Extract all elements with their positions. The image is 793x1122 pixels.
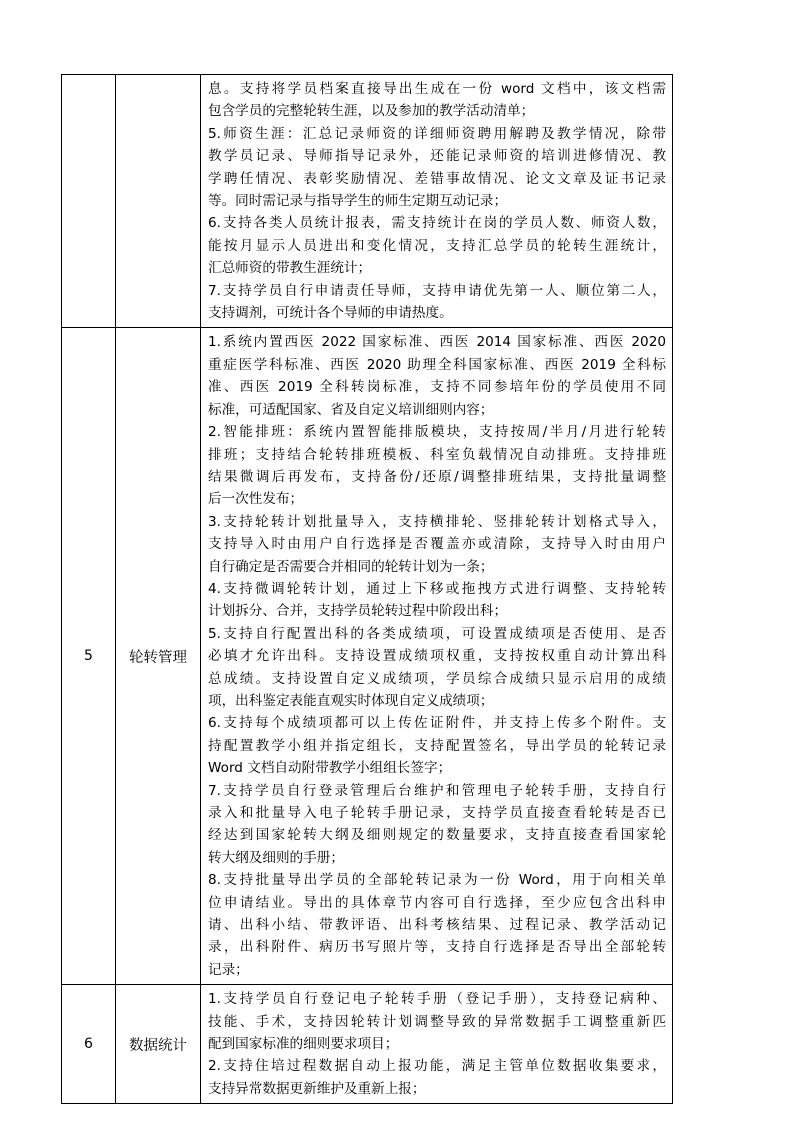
requirement-detail-cell bbox=[201, 328, 673, 985]
requirement-line: 5.支持自行配置出科的各类成绩项，可设置成绩项是否使用、是否 bbox=[208, 625, 666, 642]
requirement-line: 重症医学科标准、西医 2020 助理全科国家标准、西医 2019 全科标 bbox=[208, 356, 666, 373]
requirement-line: 录，出科附件、病历书写照片等，支持自行选择是否导出全部轮转 bbox=[208, 939, 666, 956]
requirement-line: 后一次性发布； bbox=[208, 491, 304, 508]
requirements-table bbox=[61, 74, 673, 1104]
module-name-cell: 轮转管理 bbox=[116, 328, 201, 985]
table-row bbox=[62, 75, 673, 328]
requirement-line: 必填才允许出科。支持设置成绩项权重，支持按权重自动计算出科 bbox=[208, 648, 666, 665]
requirement-line: 7.支持学员自行登录管理后台维护和管理电子轮转手册，支持自行 bbox=[208, 782, 666, 799]
requirement-line: 支持导入时由用户自行选择是否覆盖亦或清除，支持导入时由用户 bbox=[208, 536, 666, 553]
module-name-cell bbox=[116, 75, 201, 328]
requirement-line: 支持调剂，可统计各个导师的申请热度。 bbox=[208, 305, 453, 322]
requirement-line: 请、出科小结、带教评语、出科考核结果、过程记录、教学活动记 bbox=[208, 917, 666, 934]
requirement-line: 6.支持每个成绩项都可以上传佐证附件，并支持上传多个附件。支 bbox=[208, 715, 666, 732]
requirement-line: 自行确定是否需要合并相同的轮转计划为一条； bbox=[208, 558, 494, 575]
requirement-line: 教学员记录、导师指导记录外，还能记录师资的培训进修情况、教 bbox=[208, 148, 666, 165]
row-number-cell: 5 bbox=[62, 328, 116, 985]
requirement-line: 学聘任情况、表彰奖励情况、差错事故情况、论文文章及证书记录 bbox=[208, 170, 666, 187]
requirement-line: 6.支持各类人员统计报表，需支持统计在岗的学员人数、师资人数， bbox=[208, 215, 666, 232]
requirement-line: 3.支持轮转计划批量导入，支持横排轮、竖排轮转计划格式导入， bbox=[208, 513, 666, 530]
requirement-line: 2.支持住培过程数据自动上报功能，满足主管单位数据收集要求， bbox=[208, 1058, 666, 1075]
requirement-line: 标准，可适配国家、省及自定义培训细则内容； bbox=[208, 401, 494, 418]
row-number-cell bbox=[62, 75, 116, 328]
requirement-line: 配到国家标准的细则要求项目； bbox=[208, 1036, 399, 1053]
requirement-line: Word 文档自动附带教学小组组长签字； bbox=[208, 760, 452, 777]
requirement-line: 汇总师资的带教生涯统计； bbox=[208, 260, 372, 277]
requirement-line: 8.支持批量导出学员的全部轮转记录为一份 Word，用于向相关单 bbox=[208, 872, 666, 889]
requirement-line: 包含学员的完整轮转生涯，以及参加的教学活动清单； bbox=[208, 103, 535, 120]
requirement-detail-cell bbox=[201, 75, 673, 328]
requirement-line: 持配置教学小组并指定组长，支持配置签名，导出学员的轮转记录 bbox=[208, 737, 666, 754]
requirement-detail-cell bbox=[201, 985, 673, 1104]
requirement-line: 能按月显示人员进出和变化情况，支持汇总学员的轮转生涯统计， bbox=[208, 237, 666, 254]
requirement-line: 1.支持学员自行登记电子轮转手册（登记手册），支持登记病种、 bbox=[208, 991, 666, 1008]
requirement-line: 7.支持学员自行申请责任导师，支持申请优先第一人、顺位第二人， bbox=[208, 282, 666, 299]
requirement-line: 1.系统内置西医 2022 国家标准、西医 2014 国家标准、西医 2020 bbox=[208, 334, 666, 351]
requirement-line: 计划拆分、合并，支持学员轮转过程中阶段出科； bbox=[208, 603, 508, 620]
requirement-line: 4.支持微调轮转计划，通过上下移或拖拽方式进行调整、支持轮转 bbox=[208, 580, 666, 597]
requirement-line: 排班；支持结合轮转排班模板、科室负载情况自动排班。支持排班 bbox=[208, 446, 666, 463]
row-number-cell: 6 bbox=[62, 985, 116, 1104]
requirement-line: 经达到国家轮转大纲及细则规定的数量要求，支持直接查看国家轮 bbox=[208, 827, 666, 844]
requirement-line: 2.智能排班：系统内置智能排版模块，支持按周/半月/月进行轮转 bbox=[208, 424, 666, 441]
table-row bbox=[62, 328, 673, 985]
requirement-line: 总成绩。支持设置自定义成绩项，学员综合成绩只显示启用的成绩 bbox=[208, 670, 666, 687]
requirement-line: 录入和批量导入电子轮转手册记录，支持学员直接查看轮转是否已 bbox=[208, 805, 666, 821]
requirement-line: 支持异常数据更新维护及重新上报； bbox=[208, 1080, 426, 1097]
requirement-line: 结果微调后再发布，支持备份/还原/调整排班结果，支持批量调整 bbox=[208, 468, 666, 485]
requirement-line: 等。同时需记录与指导学生的师生定期互动记录； bbox=[208, 193, 508, 210]
requirement-line: 准、西医 2019 全科转岗标准，支持不同参培年份的学员使用不同 bbox=[208, 379, 666, 396]
requirement-line: 5.师资生涯：汇总记录师资的详细师资聘用解聘及教学情况，除带 bbox=[208, 125, 666, 142]
requirement-line: 记录； bbox=[208, 961, 249, 978]
table-row bbox=[62, 985, 673, 1104]
requirement-line: 转大纲及细则的手册； bbox=[208, 849, 344, 866]
requirement-line: 项，出科鉴定表能直观实时体现自定义成绩项； bbox=[208, 692, 494, 709]
requirement-line: 技能、手术，支持因轮转计划调整导致的异常数据手工调整重新匹 bbox=[208, 1013, 666, 1030]
requirement-line: 息。支持将学员档案直接导出生成在一份 word 文档中，该文档需 bbox=[208, 81, 666, 97]
requirement-line: 位申请结业。导出的具体章节内容可自行选择，至少应包含出科申 bbox=[208, 894, 666, 911]
module-name-cell: 数据统计 bbox=[116, 985, 201, 1104]
